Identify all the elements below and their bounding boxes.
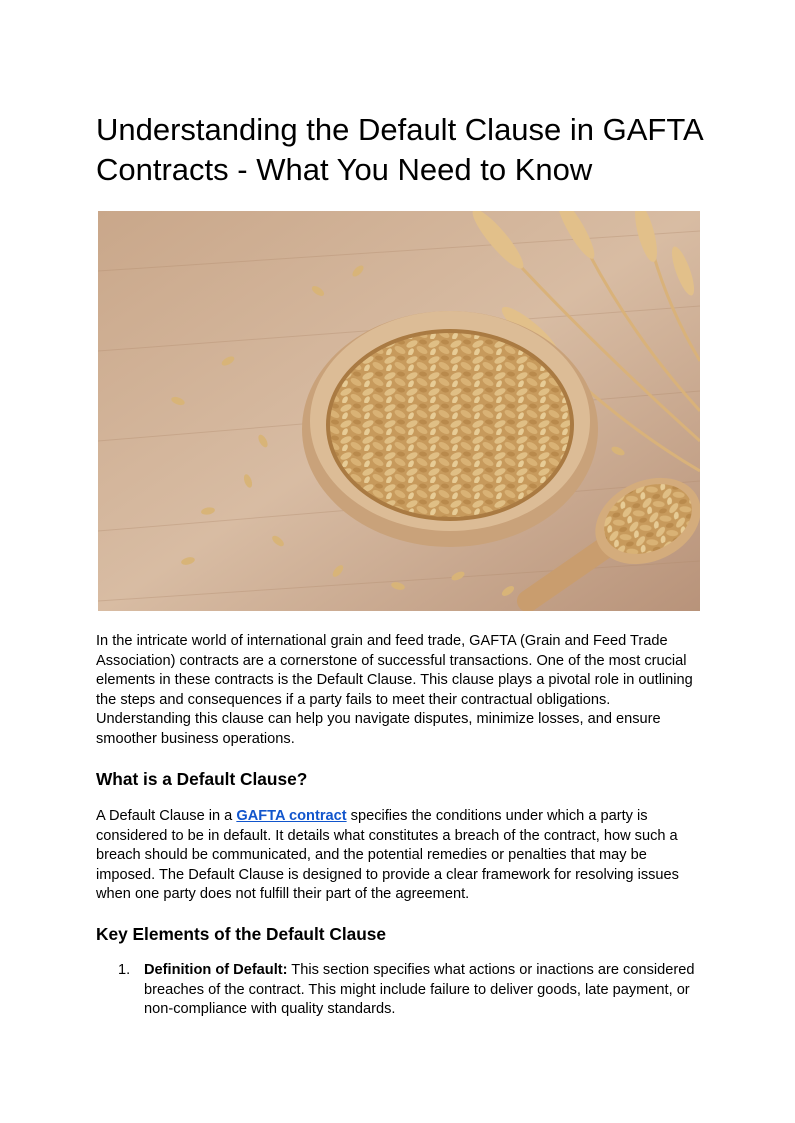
- intro-paragraph: In the intricate world of international grain and feed trade, GAFTA (Grain and Feed Trade Association) contracts are a cornerstone of successful transactions. One of the most crucial elements in these contracts is the Default Clause. This clause plays a pivotal role in outlining the steps and consequences if a party fails to meet their contractual obligations. Understanding this clause can help you navigate disputes, minimize losses, and ensure smoother business operations.: [96, 633, 693, 747]
- page-title: Understanding the Default Clause in GAFTA Contracts - What You Need to Know: [96, 112, 702, 187]
- section-heading-key-elements: Key Elements of the Default Clause: [96, 924, 387, 944]
- hero-image: [98, 211, 700, 611]
- section-heading-default-clause: What is a Default Clause?: [96, 769, 308, 789]
- list-item: [96, 961, 700, 1020]
- key-elements-list: [96, 961, 700, 1020]
- list-item-term: Definition of Default:: [144, 962, 288, 978]
- list-item-text: This section specifies what actions or inactions are considered breaches of the contract. This might include failure to deliver goods, late payment, or non-compliance with quality standards.: [144, 962, 695, 1018]
- grain-bowl-photo: [98, 211, 700, 611]
- gafta-contract-link[interactable]: GAFTA contract: [236, 808, 347, 824]
- list-item-number: 1.: [118, 962, 131, 978]
- paragraph-text-after-link: specifies the conditions under which a party is considered to be in default. It details what constitutes a breach of the contract, how such a breach should be communicated, and the potential remedies or penalties that may be imposed. The Default Clause is designed to provide a clear framework for resolving issues when one party does not fulfill their part of the agreement.: [96, 808, 679, 903]
- paragraph-text-before-link: A Default Clause in a: [96, 808, 237, 824]
- default-clause-paragraph: [96, 807, 700, 905]
